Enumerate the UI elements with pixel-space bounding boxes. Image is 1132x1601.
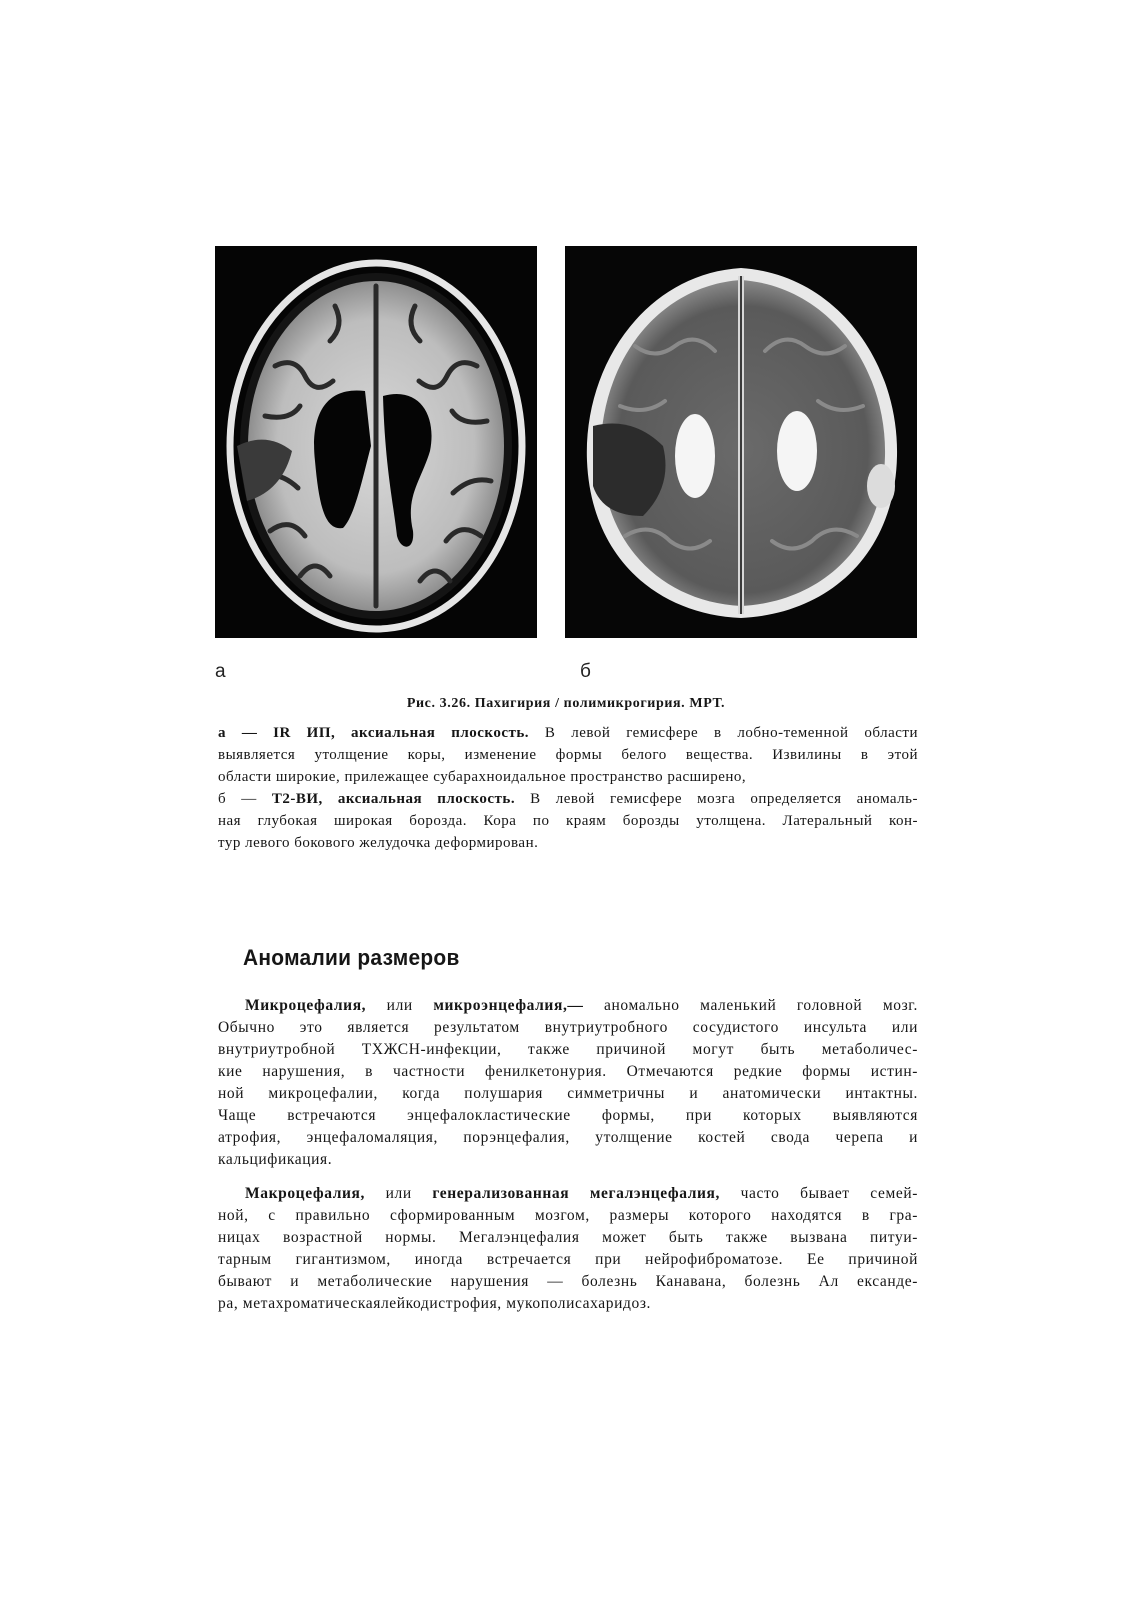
para2-line: ра, метахроматическаялейкодистрофия, мукополисахаридоз. (218, 1295, 652, 1312)
para1-line: Чаще встречаются энцефалокластические формы, при которых выявляются (218, 1107, 918, 1124)
mri-axial-ir-picture (215, 246, 537, 638)
para1-text: аномально маленький головной мозг. (583, 997, 918, 1014)
caption-a-line-1 (218, 722, 918, 744)
para1-line (218, 995, 918, 1017)
caption-b-prefix: б — (218, 791, 272, 807)
para2-or: или (364, 1185, 433, 1202)
mri-image-b (565, 246, 917, 638)
para1-line: кальцификация. (218, 1151, 333, 1168)
para2-line: ницах возрастной нормы. Мегалэнцефалия может быть также вызвана питуи- (218, 1229, 918, 1246)
panel-label-b: б (580, 661, 591, 682)
caption-a-bold: а — IR ИП, аксиальная плоскость. (218, 725, 530, 741)
para2-line: тарным гигантизмом, иногда встречается при нейрофиброматозе. Ее причиной (218, 1251, 918, 1268)
para2-line (218, 1183, 918, 1205)
panel-label-a: а (215, 661, 226, 682)
figure-caption-title: Рис. 3.26. Пахигирия / полимикрогирия. МРТ. (406, 696, 726, 711)
caption-b-bold: Т2-ВИ, аксиальная плоскость. (271, 791, 516, 807)
para1-line: кие нарушения, в частности фенилкетонурия. Отмечаются редкие формы истин- (218, 1063, 918, 1080)
caption-b-line-3: тур левого бокового желудочка деформирован. (218, 835, 539, 851)
caption-b-text: В левой гемисфере мозга определяется аномаль- (515, 791, 919, 807)
paragraph-macrocephaly (218, 1183, 918, 1315)
section-heading: Аномалии размеров (243, 945, 460, 970)
paragraph-microcephaly (218, 995, 918, 1171)
caption-a-line-3: области широкие, прилежащее субарахноидальное пространство расширено, (218, 769, 747, 785)
figure-caption-body (218, 722, 918, 854)
para1-line: Обычно это является результатом внутриутробного сосудистого инсульта или (218, 1019, 918, 1036)
para1-line: атрофия, энцефаломаляция, порэнцефалия, утолщение костей свода черепа и (218, 1129, 918, 1146)
para2-line: бывают и метаболические нарушения — болезнь Канавана, болезнь Ал ександе- (218, 1273, 918, 1290)
para2-term1: Макроцефалия, (245, 1185, 365, 1202)
mri-axial-t2-picture (565, 246, 917, 638)
para2-text: часто бывает семей- (720, 1185, 918, 1202)
caption-a-line-2: выявляется утолщение коры, изменение формы белого вещества. Извилины в этой (218, 747, 918, 763)
caption-b-line-1 (218, 788, 918, 810)
caption-a-text: В левой гемисфере в лобно-теменной области (529, 725, 918, 741)
para1-term2: микроэнцефалия,— (433, 997, 584, 1014)
para1-line: внутриутробной ТХЖСН-инфекции, также причиной могут быть метаболичес- (218, 1041, 918, 1058)
para2-term2: генерализованная мегалэнцефалия, (432, 1185, 721, 1202)
para1-term1: Микроцефалия, (245, 997, 367, 1014)
para2-line: ной, с правильно сформированным мозгом, размеры которого находятся в гра- (218, 1207, 918, 1224)
mri-image-a (215, 246, 537, 638)
para1-or: или (366, 997, 434, 1014)
para1-line: ной микроцефалии, когда полушария симметричны и анатомически интактны. (218, 1085, 918, 1102)
caption-b-line-2: ная глубокая широкая борозда. Кора по краям борозды утолщена. Латеральный кон- (218, 813, 918, 829)
